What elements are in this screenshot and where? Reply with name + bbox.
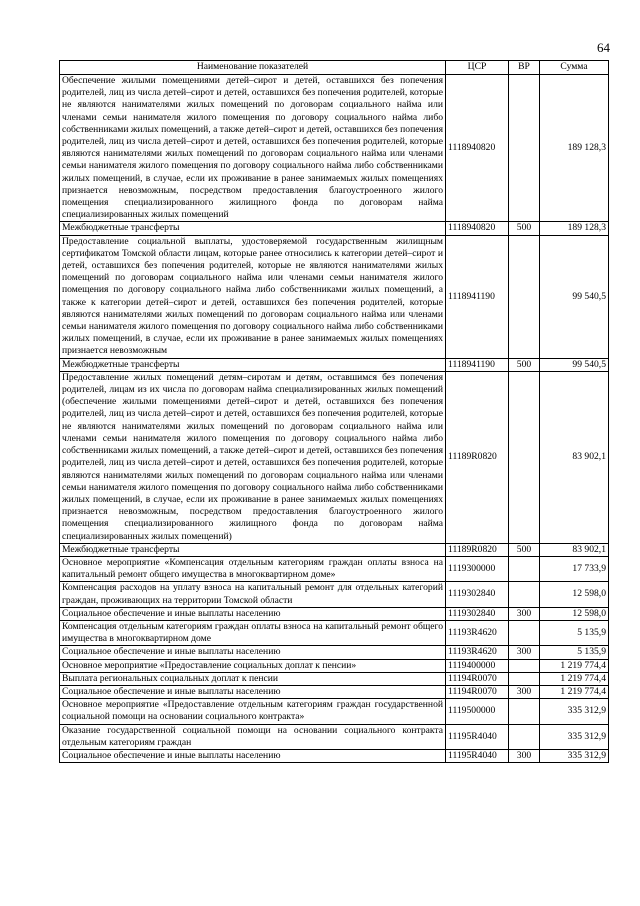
- cell-vr: 500: [509, 222, 540, 235]
- table-row: [60, 543, 609, 556]
- cell-sum: 189 128,3: [540, 222, 609, 235]
- table-row: [60, 620, 609, 645]
- cell-sum: 1 219 774,4: [540, 672, 609, 685]
- cell-vr: 300: [509, 607, 540, 620]
- cell-vr: 300: [509, 685, 540, 698]
- cell-sum: 1 219 774,4: [540, 659, 609, 672]
- table-row: [60, 582, 609, 607]
- header-csr: ЦСР: [446, 61, 509, 75]
- cell-sum: 83 902,1: [540, 543, 609, 556]
- cell-name: Компенсация расходов на уплату взноса на капитальный ремонт для отдельных категорий граждан, проживающих на территории Томской области: [60, 582, 446, 607]
- page-number: 64: [597, 40, 610, 55]
- cell-name: Компенсация отдельным категориям граждан оплаты взноса на капитальный ремонт общего имущества в многоквартирном доме: [60, 620, 446, 645]
- cell-vr: [509, 235, 540, 358]
- cell-name: Социальное обеспечение и иные выплаты населению: [60, 646, 446, 659]
- table-row: [60, 222, 609, 235]
- cell-csr: 1119500000: [446, 699, 509, 724]
- table-row: [60, 556, 609, 581]
- cell-vr: [509, 75, 540, 222]
- cell-name: Основное мероприятие «Предоставление отдельным категориям граждан государственной социальной помощи на основании социального контракта»: [60, 699, 446, 724]
- cell-sum: 83 902,1: [540, 371, 609, 543]
- cell-csr: 11194R0070: [446, 672, 509, 685]
- cell-sum: 17 733,9: [540, 556, 609, 581]
- cell-sum: 335 312,9: [540, 699, 609, 724]
- cell-vr: 300: [509, 749, 540, 762]
- header-sum: Сумма: [540, 61, 609, 75]
- cell-csr: 1119400000: [446, 659, 509, 672]
- cell-name: Предоставление жилых помещений детям–сиротам и детям, оставшимся без попечения родителей, лицам из их числа по договорам найма специализированных жилых помещений (обеспечение жилыми помещениями детей–сирот и детей, оставшихся без попечения родителей, лиц из числа детей–сирот и детей, оставшихся без попечения родителей, которые не являются нанимателями жилых помещений по договорам социального найма или членами семьи нанимателя жилого помещения по договору социального найма либо собственниками жилых помещений, а также детей–сирот и детей, оставшихся без попечения родителей, лиц из числа детей–сирот и детей, оставшихся без попечения родителей, которые являются нанимателями жилых помещений по договорам социального найма или членами семьи нанимателя жилого помещения по договору социального найма либо собственниками жилых помещений, в случае, если их проживание в ранее занимаемых жилых помещениях признается невозможным, посредством предоставления благоустроенного жилого помещения специализированного жилищного фонда по договорам найма специализированных жилых помещений): [60, 371, 446, 543]
- cell-csr: 1119302840: [446, 607, 509, 620]
- cell-vr: [509, 659, 540, 672]
- cell-csr: 11189R0820: [446, 543, 509, 556]
- cell-csr: 1118941190: [446, 235, 509, 358]
- cell-name: Социальное обеспечение и иные выплаты населению: [60, 749, 446, 762]
- cell-name: Социальное обеспечение и иные выплаты населению: [60, 685, 446, 698]
- cell-csr: 11193R4620: [446, 620, 509, 645]
- cell-vr: [509, 699, 540, 724]
- table-row: [60, 685, 609, 698]
- cell-csr: 11195R4040: [446, 724, 509, 749]
- cell-sum: 12 598,0: [540, 582, 609, 607]
- cell-name: Обеспечение жилыми помещениями детей–сирот и детей, оставшихся без попечения родителей, лиц из числа детей–сирот и детей, оставшихся без попечения родителей, которые не являются нанимателями жилых помещений по договорам социального найма или членами семьи нанимателя жилого помещения по договору социального найма либо собственниками жилых помещений, а также детей–сирот и детей, оставшихся без попечения родителей, лиц из числа детей–сирот и детей, оставшихся без попечения родителей, которые являются нанимателями жилых помещений по договорам социального найма или членами семьи нанимателя жилого помещения по договору социального найма либо собственниками жилых помещений, в случае, если их проживание в ранее занимаемых жилых помещениях признается невозможным, посредством предоставления благоустроенного жилого помещения специализированного жилищного фонда по договорам найма специализированных жилых помещений: [60, 75, 446, 222]
- cell-name: Оказание государственной социальной помощи на основании социального контракта отдельным категориям граждан: [60, 724, 446, 749]
- cell-csr: 1119300000: [446, 556, 509, 581]
- cell-vr: 500: [509, 543, 540, 556]
- cell-sum: 189 128,3: [540, 75, 609, 222]
- header-row: [60, 61, 609, 75]
- cell-sum: 99 540,5: [540, 358, 609, 371]
- cell-csr: 11195R4040: [446, 749, 509, 762]
- cell-vr: [509, 582, 540, 607]
- table-row: [60, 75, 609, 222]
- table-body: [60, 75, 609, 763]
- table-row: [60, 371, 609, 543]
- table-row: [60, 646, 609, 659]
- cell-sum: 5 135,9: [540, 620, 609, 645]
- cell-csr: 11193R4620: [446, 646, 509, 659]
- cell-name: Межбюджетные трансферты: [60, 222, 446, 235]
- table-row: [60, 724, 609, 749]
- cell-vr: [509, 672, 540, 685]
- table-row: [60, 358, 609, 371]
- cell-sum: 12 598,0: [540, 607, 609, 620]
- cell-csr: 11189R0820: [446, 371, 509, 543]
- cell-name: Основное мероприятие «Компенсация отдельным категориям граждан оплаты взноса на капитальный ремонт общего имущества в многоквартирном доме»: [60, 556, 446, 581]
- header-name: Наименование показателей: [60, 61, 446, 75]
- budget-table: [59, 60, 609, 763]
- cell-name: Межбюджетные трансферты: [60, 358, 446, 371]
- cell-vr: [509, 556, 540, 581]
- cell-vr: [509, 620, 540, 645]
- header-vr: ВР: [509, 61, 540, 75]
- table-row: [60, 672, 609, 685]
- cell-vr: [509, 371, 540, 543]
- cell-sum: 335 312,9: [540, 749, 609, 762]
- table-row: [60, 607, 609, 620]
- cell-csr: 1118940820: [446, 75, 509, 222]
- cell-name: Межбюджетные трансферты: [60, 543, 446, 556]
- cell-csr: 1118941190: [446, 358, 509, 371]
- cell-vr: 500: [509, 358, 540, 371]
- cell-vr: 300: [509, 646, 540, 659]
- table-row: [60, 749, 609, 762]
- cell-name: Выплата региональных социальных доплат к пенсии: [60, 672, 446, 685]
- cell-sum: 1 219 774,4: [540, 685, 609, 698]
- cell-name: Основное мероприятие «Предоставление социальных доплат к пенсии»: [60, 659, 446, 672]
- cell-csr: 1119302840: [446, 582, 509, 607]
- table-row: [60, 659, 609, 672]
- table-header: [60, 61, 609, 75]
- cell-vr: [509, 724, 540, 749]
- table-row: [60, 699, 609, 724]
- cell-sum: 99 540,5: [540, 235, 609, 358]
- cell-sum: 335 312,9: [540, 724, 609, 749]
- cell-name: Социальное обеспечение и иные выплаты населению: [60, 607, 446, 620]
- table-row: [60, 235, 609, 358]
- cell-csr: 11194R0070: [446, 685, 509, 698]
- cell-csr: 1118940820: [446, 222, 509, 235]
- cell-name: Предоставление социальной выплаты, удостоверяемой государственным жилищным сертификатом Томской области лицам, которые ранее относились к категории детей–сирот и детей, оставшихся без попечения родителей, которые не являются нанимателями жилых помещений по договорам социального найма или членами семьи нанимателя жилого помещения по договору социального найма либо собственниками жилых помещений, а также к категории детей–сирот и детей, оставшихся без попечения родителей, которые являются нанимателями жилых помещений по договорам социального найма или членами семьи нанимателя жилого помещения по договору социального найма либо собственниками жилых помещений, в случае, если их проживание в ранее занимаемых жилых помещениях признается невозможным: [60, 235, 446, 358]
- cell-sum: 5 135,9: [540, 646, 609, 659]
